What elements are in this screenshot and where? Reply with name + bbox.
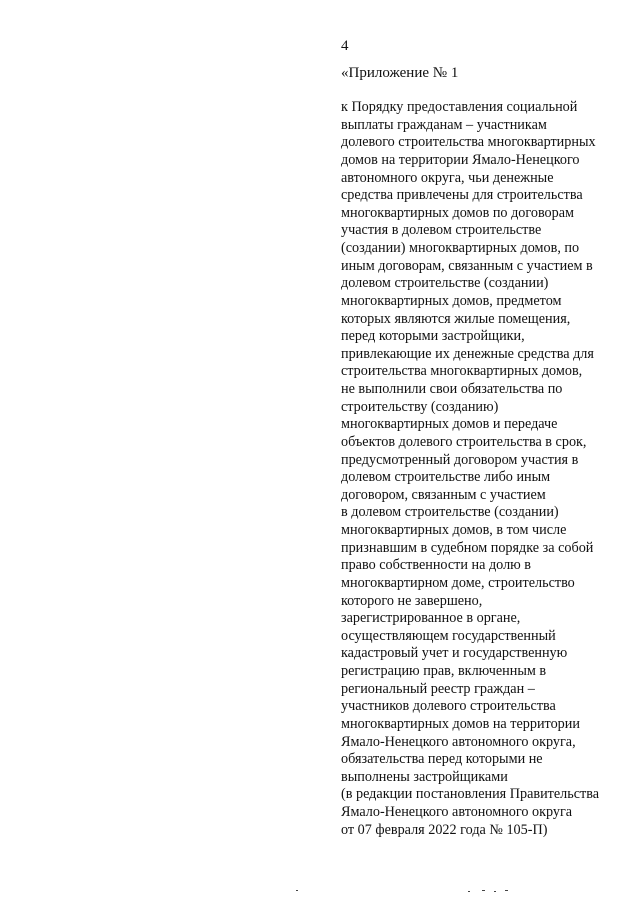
appendix-text-line: в долевом строительстве (создании)	[341, 504, 559, 521]
scan-mark	[296, 890, 298, 891]
appendix-text-line: строительству (созданию)	[341, 398, 499, 415]
scan-mark	[482, 890, 485, 891]
appendix-text-line: (создании) многоквартирных домов, по	[341, 240, 580, 256]
appendix-text-line: которого не завершено,	[341, 592, 483, 609]
appendix-text-line: многоквартирных домов по договорам	[341, 204, 575, 221]
appendix-text-line: многоквартирных домов и передаче	[341, 416, 558, 433]
appendix-text-line: долевого строительства многоквартирных	[341, 134, 596, 151]
appendix-text-line: домов на территории Ямало-Ненецкого	[341, 151, 580, 168]
appendix-text-line: Ямало-Ненецкого автономного округа,	[341, 733, 576, 750]
appendix-title: «Приложение № 1	[341, 65, 459, 81]
appendix-text-line: (в редакции постановления Правительства	[341, 786, 600, 803]
appendix-text-line: кадастровый учет и государственную	[341, 645, 568, 662]
appendix-text-line: предусмотренный договором участия в	[341, 451, 579, 468]
appendix-text-line: Ямало-Ненецкого автономного округа	[341, 804, 573, 820]
appendix-text-line: обязательства перед которыми не	[341, 751, 543, 768]
appendix-text-line: выплаты гражданам – участникам	[341, 116, 547, 133]
appendix-text-line: выполнены застройщиками	[341, 768, 508, 785]
appendix-text-line: иным договорам, связанным с участием в	[341, 257, 593, 274]
appendix-text-line: от 07 февраля 2022 года № 105-П)	[341, 821, 548, 838]
appendix-text-block	[341, 99, 631, 839]
appendix-text-line: признавшим в судебном порядке за собой	[341, 539, 594, 556]
appendix-text-line: многоквартирных домов, предметом	[341, 292, 562, 309]
appendix-text-line: многоквартирных домов, в том числе	[341, 522, 567, 538]
appendix-text-line: участников долевого строительства	[341, 698, 556, 715]
scan-mark	[468, 891, 470, 892]
appendix-text-line: которых являются жилые помещения,	[341, 310, 571, 327]
appendix-text-line: средства привлечены для строительства	[341, 187, 583, 204]
appendix-text-line: не выполнили свои обязательства по	[341, 381, 563, 397]
appendix-text-line: перед которыми застройщики,	[341, 328, 525, 345]
appendix-text-line: осуществляющем государственный	[341, 627, 556, 644]
appendix-text-line: строительства многоквартирных домов,	[341, 363, 583, 380]
appendix-text-line: региональный реестр граждан –	[341, 680, 535, 697]
appendix-text-line: долевом строительстве либо иным	[341, 469, 551, 486]
appendix-text-line: зарегистрированное в органе,	[341, 610, 521, 627]
scan-mark	[505, 890, 508, 891]
appendix-text-line: многоквартирном доме, строительство	[341, 574, 575, 591]
page-number: 4	[341, 38, 349, 54]
appendix-text-line: участия в долевом строительстве	[341, 222, 542, 239]
appendix-text-line: привлекающие их денежные средства для	[341, 345, 594, 362]
scan-mark	[494, 891, 496, 892]
appendix-text-line: объектов долевого строительства в срок,	[341, 433, 587, 450]
appendix-text-line: многоквартирных домов на территории	[341, 715, 580, 732]
appendix-text-line: к Порядку предоставления социальной	[341, 99, 578, 115]
appendix-text-line: долевом строительстве (создании)	[341, 275, 549, 292]
appendix-text-line: право собственности на долю в	[341, 557, 532, 574]
appendix-text-line: договором, связанным с участием	[341, 486, 546, 503]
appendix-text-line: автономного округа, чьи денежные	[341, 169, 554, 186]
appendix-text-line: регистрацию прав, включенным в	[341, 663, 547, 679]
